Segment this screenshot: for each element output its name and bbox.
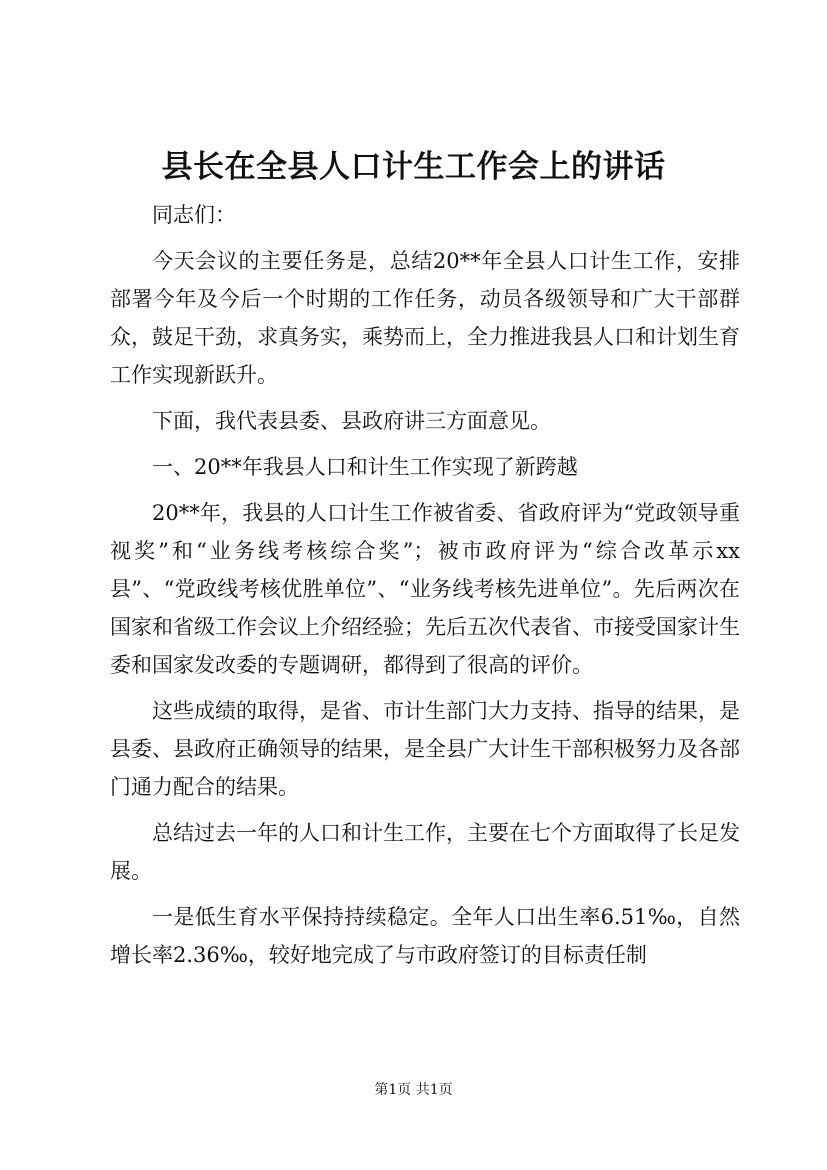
body-paragraph: 今天会议的主要任务是，总结20**年全县人口计生工作，安排部署今年及今后一个时期的工作任务，动员各级领导和广大干部群众，鼓足干劲，求真务实，乘势而上，全力推进我县人口和计划生育工作实现新跃升。 — [110, 249, 740, 387]
body-paragraph: 这些成绩的取得，是省、市计生部门大力支持、指导的结果，是县委、县政府正确领导的结果，是全县广大计生干部积极努力及各部门通力配合的结果。 — [110, 699, 740, 799]
document-title: 县长在全县人口计生工作会上的讲话 — [161, 149, 666, 185]
body-paragraph: 总结过去一年的人口和计生工作，主要在七个方面取得了长足发展。 — [110, 821, 740, 883]
body-paragraph: 一是低生育水平保持持续稳定。全年人口出生率6.51‰，自然增长率2.36‰，较好地完成了与市政府签订的目标责任制 — [110, 905, 740, 967]
page-number-footer: 第1页 共1页 — [374, 1082, 453, 1098]
body-paragraph: 下面，我代表县委、县政府讲三方面意见。 — [152, 409, 551, 433]
section-heading: 一、20**年我县人口和计生工作实现了新跨越 — [152, 455, 578, 479]
document-body — [110, 196, 740, 982]
body-paragraph: 20**年，我县的人口计生工作被省委、省政府评为“党政领导重视奖”和“业务线考核综合奖”；被市政府评为“综合改革示xx县”、“党政线考核优胜单位”、“业务线考核先进单位”。先后两次在国家和省级工作会议上介绍经验；先后五次代表省、市接受国家计生委和国家发改委的专题调研，都得到了很高的评价。 — [110, 501, 740, 677]
salutation-paragraph: 同志们： — [152, 203, 236, 227]
